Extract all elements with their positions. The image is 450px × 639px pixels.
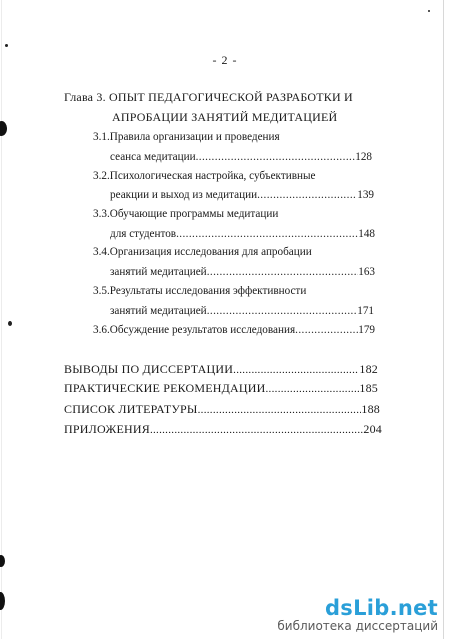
toc-leader-dots — [176, 228, 358, 240]
scan-speck — [8, 321, 12, 326]
toc-leader-dots — [233, 364, 359, 376]
toc-page-number: 182 — [359, 362, 378, 376]
scan-edge-right — [443, 0, 444, 639]
chapter-title-line1: Глава 3. ОПЫТ ПЕДАГОГИЧЕСКОЙ РАЗРАБОТКИ И — [64, 90, 353, 104]
toc-section-line — [110, 305, 374, 317]
toc-section-line — [110, 228, 375, 240]
toc-main-text: СПИСОК ЛИТЕРАТУРЫ — [64, 402, 198, 416]
toc-page-number: 139 — [357, 189, 374, 201]
toc-page-number: 171 — [357, 305, 374, 317]
toc-section-text: сеанса медитации — [110, 151, 196, 163]
toc-section-title: 3.4.Организация исследования для апробации — [93, 246, 312, 258]
binder-hole-mark — [0, 592, 5, 610]
scan-speck — [428, 10, 430, 12]
toc-section-title: 3.3.Обучающие программы медитации — [93, 208, 279, 220]
toc-section-title: 3.2.Психологическая настройка, субъективные — [93, 170, 316, 182]
toc-section-text: занятий медитацией — [110, 305, 207, 317]
toc-section-text: для студентов — [110, 228, 177, 240]
toc-main-text: ВЫВОДЫ ПО ДИССЕРТАЦИИ — [64, 362, 234, 376]
scan-edge-left — [1, 0, 2, 639]
toc-leader-dots — [295, 324, 358, 336]
toc-page-number: 179 — [358, 324, 375, 336]
toc-page-number: 163 — [358, 266, 375, 278]
scan-speck — [5, 44, 8, 47]
toc-page-number: 128 — [355, 151, 372, 163]
toc-leader-dots — [207, 266, 359, 278]
toc-leader-dots — [257, 189, 357, 201]
watermark — [277, 597, 438, 633]
toc-page-number: 204 — [363, 422, 382, 436]
watermark-logo: dsLib.net — [324, 596, 438, 620]
toc-section-line — [93, 324, 375, 336]
toc-main-item — [64, 362, 378, 377]
binder-hole-mark — [0, 555, 5, 567]
chapter-title-line2: АПРОБАЦИИ ЗАНЯТИЙ МЕДИТАЦИЕЙ — [112, 110, 338, 124]
toc-leader-dots — [266, 383, 360, 395]
toc-main-item — [64, 422, 382, 437]
toc-page-number: 188 — [361, 402, 380, 416]
toc-main-item — [64, 402, 380, 417]
toc-leader-dots — [196, 151, 356, 163]
toc-leader-dots — [150, 424, 363, 436]
toc-main-text: ПРАКТИЧЕСКИЕ РЕКОМЕНДАЦИИ — [64, 381, 266, 395]
toc-section-text: реакции и выход из медитации — [110, 189, 258, 201]
binder-hole-mark — [0, 121, 7, 136]
toc-section-line — [110, 266, 375, 278]
toc-section-line — [110, 189, 374, 201]
toc-page-number: 185 — [359, 381, 378, 395]
toc-leader-dots — [207, 305, 358, 317]
toc-section-text: 3.6.Обсуждение результатов исследования — [93, 324, 296, 336]
toc-section-title: 3.5.Результаты исследования эффективности — [93, 285, 307, 297]
toc-page-number: 148 — [358, 228, 375, 240]
toc-main-item — [64, 381, 378, 396]
toc-section-text: занятий медитацией — [110, 266, 207, 278]
toc-main-text: ПРИЛОЖЕНИЯ — [64, 422, 150, 436]
toc-section-title: 3.1.Правила организации и проведения — [93, 131, 280, 143]
watermark-subtitle: библиотека диссертаций — [277, 619, 438, 633]
toc-section-line — [110, 151, 372, 163]
toc-leader-dots — [198, 404, 362, 416]
page-number: - 2 - — [212, 53, 238, 67]
